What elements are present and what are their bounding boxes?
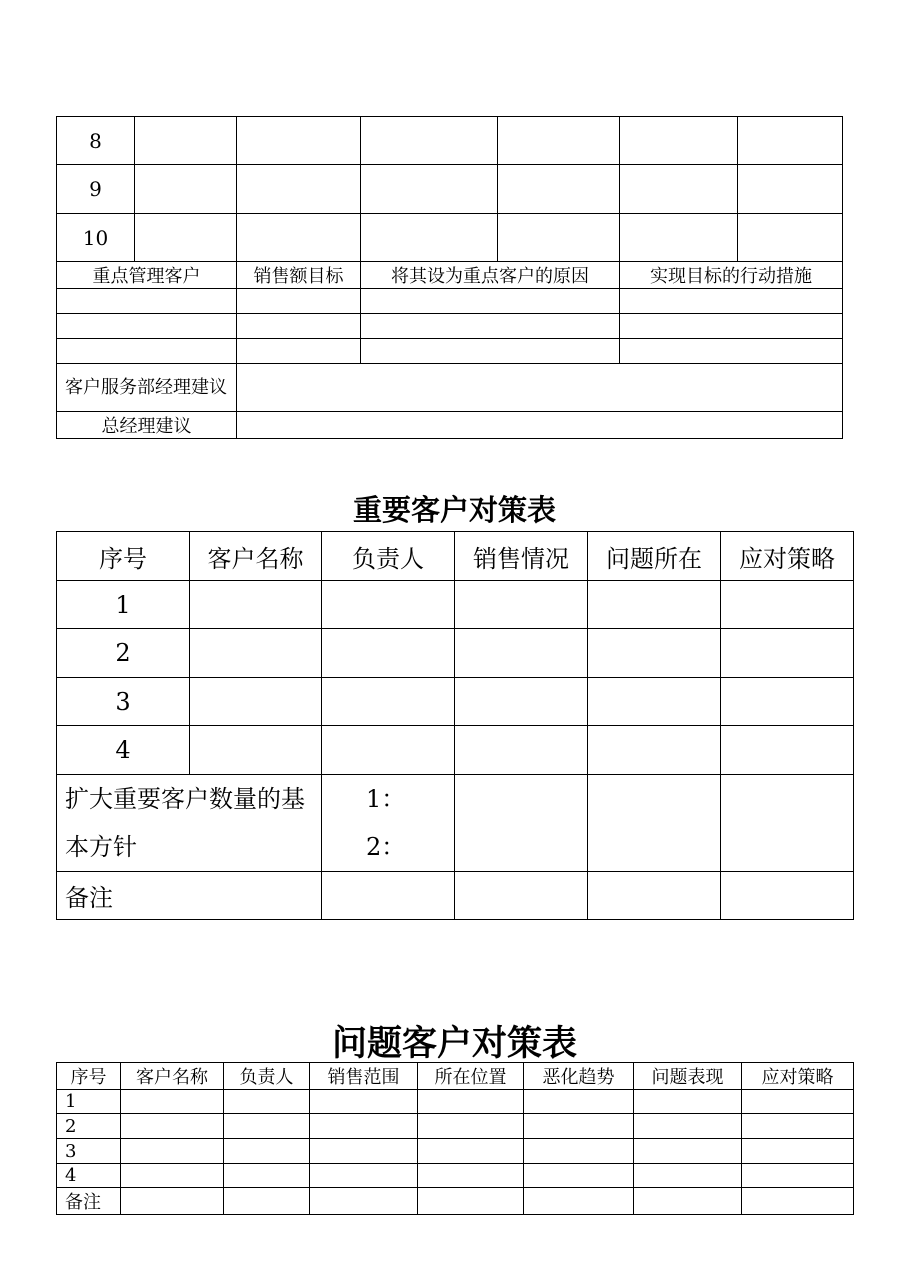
table-cell[interactable]	[121, 1139, 224, 1164]
row-number: 3	[57, 678, 190, 726]
table-cell[interactable]	[135, 165, 237, 214]
expand-row	[57, 775, 854, 872]
table-cell[interactable]	[455, 629, 588, 678]
table-row	[57, 629, 854, 678]
row-number: 2	[57, 1114, 121, 1139]
col-header: 序号	[57, 1063, 121, 1090]
table-row	[57, 1164, 854, 1188]
table-cell[interactable]	[224, 1090, 310, 1114]
table-cell[interactable]	[418, 1114, 524, 1139]
row-number: 8	[57, 117, 135, 165]
table-cell[interactable]	[588, 872, 721, 920]
table-row	[57, 289, 843, 314]
table-cell[interactable]	[310, 1090, 418, 1114]
note-label: 备注	[57, 1188, 121, 1215]
row-number: 1	[57, 1090, 121, 1114]
table-cell[interactable]	[742, 1090, 854, 1114]
table-cell[interactable]	[721, 726, 854, 775]
table-cell[interactable]	[361, 314, 620, 339]
table-cell[interactable]	[742, 1139, 854, 1164]
reason-header: 将其设为重点客户的原因	[361, 262, 620, 289]
table-cell[interactable]	[742, 1114, 854, 1139]
col-header: 客户名称	[190, 532, 322, 581]
table-cell[interactable]	[418, 1164, 524, 1188]
table-cell[interactable]	[524, 1164, 634, 1188]
table-cell[interactable]	[361, 289, 620, 314]
row-number: 10	[57, 214, 135, 262]
table-cell[interactable]	[721, 872, 854, 920]
gm-row	[57, 412, 843, 439]
table-cell[interactable]	[634, 1139, 742, 1164]
table-cell[interactable]	[588, 775, 721, 872]
header-row	[57, 1063, 854, 1090]
table-row	[57, 726, 854, 775]
col-header: 问题所在	[588, 532, 721, 581]
table-cell[interactable]	[322, 678, 455, 726]
expand-item-1: 1：	[366, 785, 406, 813]
table-row	[57, 214, 843, 262]
table-cell[interactable]	[588, 581, 721, 629]
table-cell[interactable]	[322, 581, 455, 629]
col-header: 恶化趋势	[524, 1063, 634, 1090]
table-cell[interactable]	[634, 1090, 742, 1114]
expand-policy-items[interactable]	[322, 775, 455, 872]
row-number: 4	[57, 1164, 121, 1188]
table-cell[interactable]	[322, 726, 455, 775]
cs-manager-suggestion-field[interactable]	[237, 364, 843, 412]
problem-customer-title: 问题客户对策表	[331, 1023, 577, 1064]
table-cell[interactable]	[742, 1188, 854, 1215]
col-header: 销售范围	[310, 1063, 418, 1090]
key-header-row	[57, 262, 843, 289]
col-header: 所在位置	[418, 1063, 524, 1090]
table-cell[interactable]	[224, 1164, 310, 1188]
table-cell[interactable]	[498, 117, 620, 165]
table-cell[interactable]	[361, 339, 620, 364]
table-cell[interactable]	[588, 678, 721, 726]
col-header: 序号	[57, 532, 190, 581]
important-customer-table	[56, 531, 854, 920]
table-cell[interactable]	[121, 1114, 224, 1139]
table-row	[57, 678, 854, 726]
table-row	[57, 1114, 854, 1139]
row-number: 4	[57, 726, 190, 775]
table-cell[interactable]	[721, 581, 854, 629]
table-cell[interactable]	[418, 1090, 524, 1114]
table-cell[interactable]	[455, 775, 588, 872]
table-cell[interactable]	[418, 1188, 524, 1215]
col-header: 应对策略	[742, 1063, 854, 1090]
table-cell[interactable]	[721, 775, 854, 872]
table-cell[interactable]	[588, 726, 721, 775]
table-cell[interactable]	[237, 214, 361, 262]
table-cell[interactable]	[620, 289, 843, 314]
problem-customer-table	[56, 1062, 854, 1215]
table-cell[interactable]	[322, 629, 455, 678]
note-row	[57, 872, 854, 920]
col-header: 负责人	[322, 532, 455, 581]
table-row	[57, 1090, 854, 1114]
col-header: 应对策略	[721, 532, 854, 581]
table-cell[interactable]	[634, 1188, 742, 1215]
table-cell[interactable]	[237, 117, 361, 165]
table-cell[interactable]	[620, 165, 738, 214]
table-cell[interactable]	[634, 1114, 742, 1139]
table-cell[interactable]	[498, 165, 620, 214]
key-customer-table	[56, 116, 843, 439]
gm-suggestion-field[interactable]	[237, 412, 843, 439]
table-row	[57, 314, 843, 339]
table-cell[interactable]	[524, 1114, 634, 1139]
table-cell[interactable]	[620, 117, 738, 165]
cs-manager-label: 客户服务部经理建议	[57, 364, 237, 412]
table-cell[interactable]	[455, 872, 588, 920]
table-cell[interactable]	[57, 339, 237, 364]
table-cell[interactable]	[524, 1090, 634, 1114]
expand-policy-label: 扩大重要客户数量的基本方针	[57, 775, 322, 872]
table-cell[interactable]	[738, 117, 843, 165]
header-row	[57, 532, 854, 581]
table-cell[interactable]	[310, 1188, 418, 1215]
table-cell[interactable]	[237, 314, 361, 339]
table-cell[interactable]	[455, 678, 588, 726]
table-row	[57, 339, 843, 364]
table-row	[57, 165, 843, 214]
table-cell[interactable]	[418, 1139, 524, 1164]
table-cell[interactable]	[190, 726, 322, 775]
table-cell[interactable]	[361, 165, 498, 214]
table-cell[interactable]	[237, 339, 361, 364]
table-cell[interactable]	[620, 314, 843, 339]
table-cell[interactable]	[310, 1164, 418, 1188]
table-row	[57, 1139, 854, 1164]
table-cell[interactable]	[190, 581, 322, 629]
col-header: 销售情况	[455, 532, 588, 581]
table-cell[interactable]	[620, 214, 738, 262]
table-cell[interactable]	[224, 1139, 310, 1164]
table-cell[interactable]	[361, 214, 498, 262]
table-cell[interactable]	[190, 678, 322, 726]
table-cell[interactable]	[634, 1164, 742, 1188]
table-row	[57, 117, 843, 165]
important-customer-title: 重要客户对策表	[352, 493, 556, 527]
col-header: 客户名称	[121, 1063, 224, 1090]
table-cell[interactable]	[455, 581, 588, 629]
table-cell[interactable]	[322, 872, 455, 920]
table-cell[interactable]	[361, 117, 498, 165]
table-cell[interactable]	[224, 1114, 310, 1139]
table-cell[interactable]	[742, 1164, 854, 1188]
row-number: 3	[57, 1139, 121, 1164]
expand-item-2: 2：	[366, 833, 406, 861]
table-cell[interactable]	[588, 629, 721, 678]
action-header: 实现目标的行动措施	[620, 262, 843, 289]
table-cell[interactable]	[121, 1164, 224, 1188]
table-cell[interactable]	[524, 1188, 634, 1215]
table-cell[interactable]	[310, 1139, 418, 1164]
table-cell[interactable]	[57, 289, 237, 314]
table-cell[interactable]	[237, 165, 361, 214]
table-cell[interactable]	[121, 1188, 224, 1215]
table-cell[interactable]	[224, 1188, 310, 1215]
table-cell[interactable]	[498, 214, 620, 262]
table-cell[interactable]	[135, 214, 237, 262]
table-cell[interactable]	[190, 629, 322, 678]
note-row	[57, 1188, 854, 1215]
key-customer-header: 重点管理客户	[57, 262, 237, 289]
col-header: 负责人	[224, 1063, 310, 1090]
table-cell[interactable]	[121, 1090, 224, 1114]
table-cell[interactable]	[721, 678, 854, 726]
note-label: 备注	[57, 872, 322, 920]
cs-manager-row	[57, 364, 843, 412]
row-number: 2	[57, 629, 190, 678]
table-cell[interactable]	[620, 339, 843, 364]
table-cell[interactable]	[455, 726, 588, 775]
col-header: 问题表现	[634, 1063, 742, 1090]
row-number: 9	[57, 165, 135, 214]
table-cell[interactable]	[721, 629, 854, 678]
table-cell[interactable]	[57, 314, 237, 339]
gm-label: 总经理建议	[57, 412, 237, 439]
sales-target-header: 销售额目标	[237, 262, 361, 289]
table-cell[interactable]	[310, 1114, 418, 1139]
row-number: 1	[57, 581, 190, 629]
table-cell[interactable]	[738, 214, 843, 262]
table-row	[57, 581, 854, 629]
table-cell[interactable]	[237, 289, 361, 314]
table-cell[interactable]	[524, 1139, 634, 1164]
table-cell[interactable]	[135, 117, 237, 165]
table-cell[interactable]	[738, 165, 843, 214]
